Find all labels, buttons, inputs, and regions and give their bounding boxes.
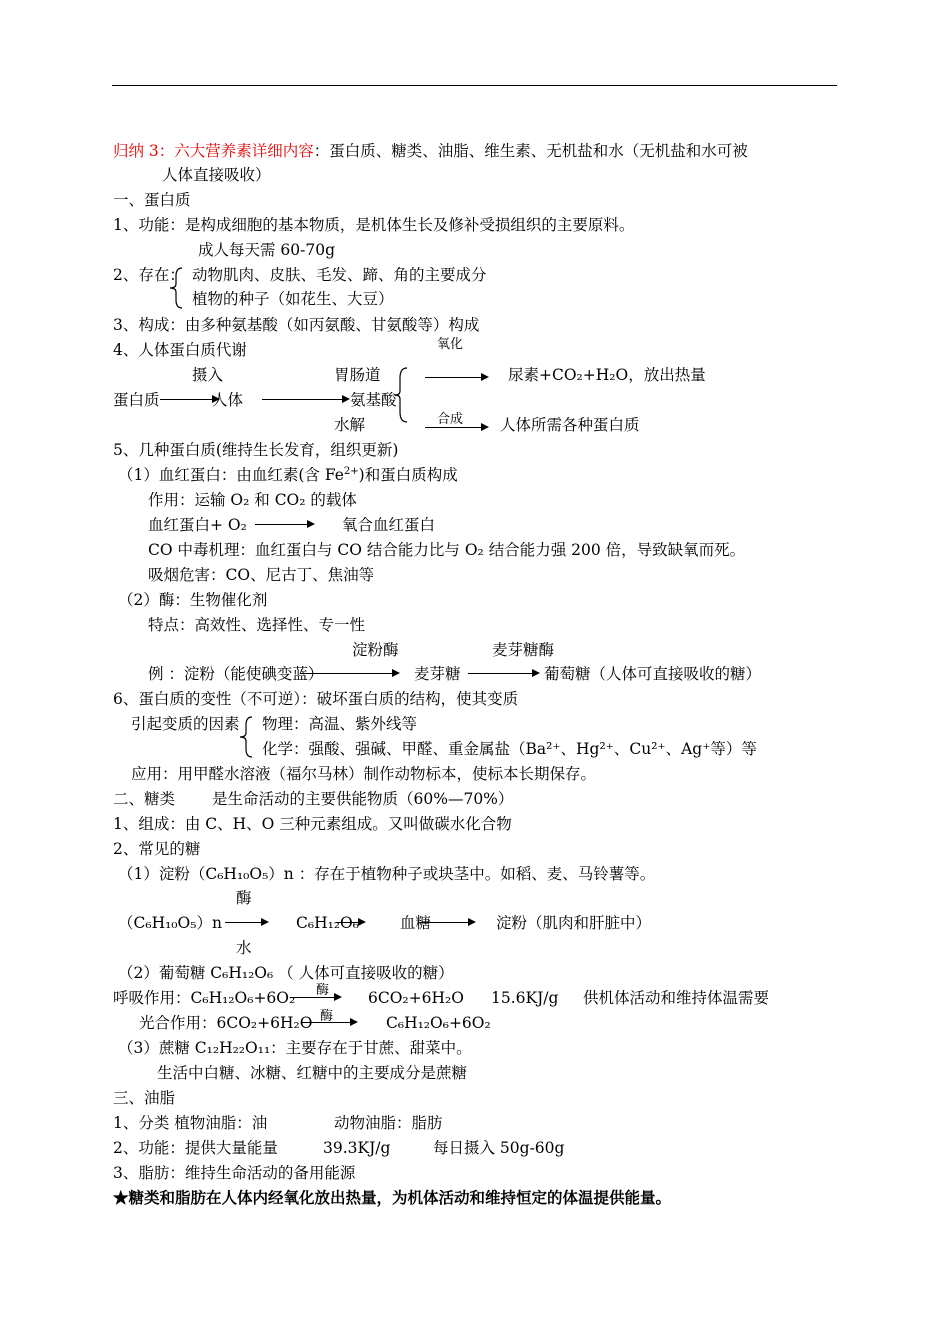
sugar-heading: 二、糖类 (113, 790, 176, 808)
example-maltose: 麦芽糖 (414, 665, 461, 683)
starch-enzyme: 酶 (236, 889, 252, 907)
fat-energy: 39.3KJ/g (323, 1139, 391, 1157)
gut-arrow (262, 399, 348, 400)
starch-water: 水 (236, 939, 252, 957)
fat-function: 2、功能：提供大量能量 (113, 1139, 278, 1157)
fat-store: 3、脂肪：维持生命活动的备用能源 (113, 1164, 356, 1182)
glycogen: 淀粉（肌肉和肝脏中） (496, 914, 652, 932)
intake-label: 摄入 (192, 366, 224, 384)
hydro-label: 水解 (334, 416, 366, 434)
oxidation-label: 氧化 (437, 337, 464, 352)
co-poisoning: CO 中毒机理：血红蛋白与 CO 结合能力比与 O₂ 结合能力强 200 倍，导致缺氧而死。 (148, 541, 746, 559)
synth-label: 合成 (437, 412, 464, 427)
starch-arrow-1 (225, 922, 267, 923)
fat-heading: 三、油脂 (113, 1089, 176, 1107)
smoking-harm: 吸烟危害：CO、尼古丁、焦油等 (148, 566, 375, 584)
header-rule (112, 85, 837, 86)
protein-heading: 一、蛋白质 (113, 191, 191, 209)
fat-class: 1、分类 植物油脂：油 (113, 1114, 268, 1132)
respiration-arrow (290, 997, 340, 998)
blood-sugar: 血糖 (400, 914, 432, 932)
hb-post: )和蛋白质构成 (358, 466, 458, 484)
title-highlight: 归纳 3：六大营养素详细内容 (113, 142, 314, 160)
enzyme-features: 特点：高效性、选择性、专一性 (148, 616, 366, 634)
respiration-right: 6CO₂+6H₂O (368, 989, 464, 1007)
example-glucose: 葡萄糖（人体可直接吸收的糖） (544, 665, 762, 683)
respiration-enzyme: 酶 (316, 983, 330, 998)
amylase-label: 淀粉酶 (352, 641, 399, 659)
photosynthesis-right: C₆H₁₂O₆+6O₂ (386, 1014, 491, 1032)
protein-compose: 3、构成：由多种氨基酸（如丙氨酸、甘氨酸等）构成 (113, 316, 480, 334)
example-starch: 例 ：淀粉（能使碘变蓝） (148, 665, 324, 683)
enzyme-heading: （2）酶：生物催化剂 (118, 591, 268, 609)
title-cont: 人体直接吸收） (162, 166, 271, 184)
hemoglobin-arrow (255, 524, 313, 525)
intake-arrow (160, 399, 218, 400)
hb-pre: （1）血红蛋白：由血红素(含 Fe (118, 466, 344, 484)
sugar-common: 2、常见的糖 (113, 840, 201, 858)
denaturation: 6、蛋白质的变性（不可逆）：破坏蛋白质的结构，使其变质 (113, 690, 519, 708)
photosynthesis-left: 光合作用：6CO₂+6H₂O (139, 1014, 313, 1032)
glucose-line: （2）葡萄糖 C₆H₁₂O₆ （ 人体可直接吸收的糖） (118, 964, 454, 982)
title-line (113, 141, 748, 161)
sugar-heading-desc: 是生命活动的主要供能物质（60%—70%） (212, 790, 514, 808)
oxid-arrow (425, 377, 487, 378)
denature-cause: 引起变质的因素 (131, 715, 240, 733)
cause-physical: 物理：高温、紫外线等 (262, 715, 418, 733)
body-label: 人体 (212, 391, 244, 409)
example-arrow-1 (300, 673, 398, 674)
hemoglobin-right: 氧合血红蛋白 (342, 516, 436, 534)
formalin-use: 应用：用甲醛水溶液（福尔马林）制作动物标本，使标本长期保存。 (131, 765, 597, 783)
sucrose-detail: 生活中白糖、冰糖、红糖中的主要成分是蔗糖 (157, 1064, 468, 1082)
respiration-use: 供机体活动和维持体温需要 (583, 989, 770, 1007)
hemoglobin-use: 作用：运输 O₂ 和 CO₂ 的载体 (148, 491, 357, 509)
maltase-label: 麦芽糖酶 (492, 641, 555, 659)
hb-sup: 2+ (343, 465, 359, 477)
fat-class-animal: 动物油脂：脂肪 (334, 1114, 443, 1132)
sucrose-line: （3）蔗糖 C₁₂H₂₂O₁₁：主要存在于甘蔗、甜菜中。 (118, 1039, 472, 1057)
amino-label: 氨基酸 (350, 391, 397, 409)
cause-brace (238, 715, 258, 759)
sugar-compose: 1、组成：由 C、H、O 三种元素组成。又叫做碳水化合物 (113, 815, 512, 833)
starch-arrow-3 (420, 922, 474, 923)
cause-chemical: 化学：强酸、强碱、甲醛、重金属盐（Ba²⁺、Hg²⁺、Cu²⁺、Ag⁺等）等 (262, 740, 757, 758)
respiration-left: 呼吸作用：C₆H₁₂O₆+6O₂ (113, 989, 296, 1007)
respiration-energy: 15.6KJ/g (491, 989, 559, 1007)
title-rest: ：蛋白质、糖类、油脂、维生素、无机盐和水（无机盐和水可被 (313, 142, 748, 160)
starch-line: （1）淀粉（C₆H₁₀O₅）n ：存在于植物种子或块茎中。如稻、麦、马铃薯等。 (118, 865, 656, 883)
needed-protein-label: 人体所需各种蛋白质 (500, 416, 640, 434)
protein-daily: 成人每天需 60-70g (198, 241, 336, 259)
gut-label: 胃肠道 (334, 366, 381, 384)
example-arrow-2 (468, 673, 538, 674)
starch-arrow-2 (336, 922, 364, 923)
photosynthesis-enzyme: 酶 (320, 1009, 334, 1024)
protein-exist-2: 植物的种子（如花生、大豆） (192, 290, 394, 308)
hemoglobin-left: 血红蛋白+ O₂ (148, 516, 247, 534)
synth-arrow (425, 427, 487, 428)
protein-exist-label: 2、存在： (113, 266, 185, 284)
glucose-formula: C₆H₁₂O₆ (296, 914, 359, 932)
protein-metabolism: 4、人体蛋白质代谢 (113, 341, 247, 359)
protein-exist-1: 动物肌肉、皮肤、毛发、蹄、角的主要成分 (192, 266, 487, 284)
key-point: ★糖类和脂肪在人体内经氧化放出热量，为机体活动和维持恒定的体温提供能量。 (113, 1188, 672, 1207)
exist-brace (168, 266, 188, 310)
protein-start: 蛋白质 (113, 391, 160, 409)
protein-function: 1、功能：是构成细胞的基本物质，是机体生长及修补受损组织的主要原料。 (113, 216, 635, 234)
hemoglobin-line (118, 465, 458, 485)
starch-formula: （C₆H₁₀O₅）n (118, 914, 222, 932)
urea-label: 尿素+CO₂+H₂O，放出热量 (508, 366, 706, 384)
protein-kinds: 5、几种蛋白质(维持生长发育，组织更新) (113, 441, 399, 459)
fat-daily: 每日摄入 50g-60g (433, 1139, 565, 1157)
